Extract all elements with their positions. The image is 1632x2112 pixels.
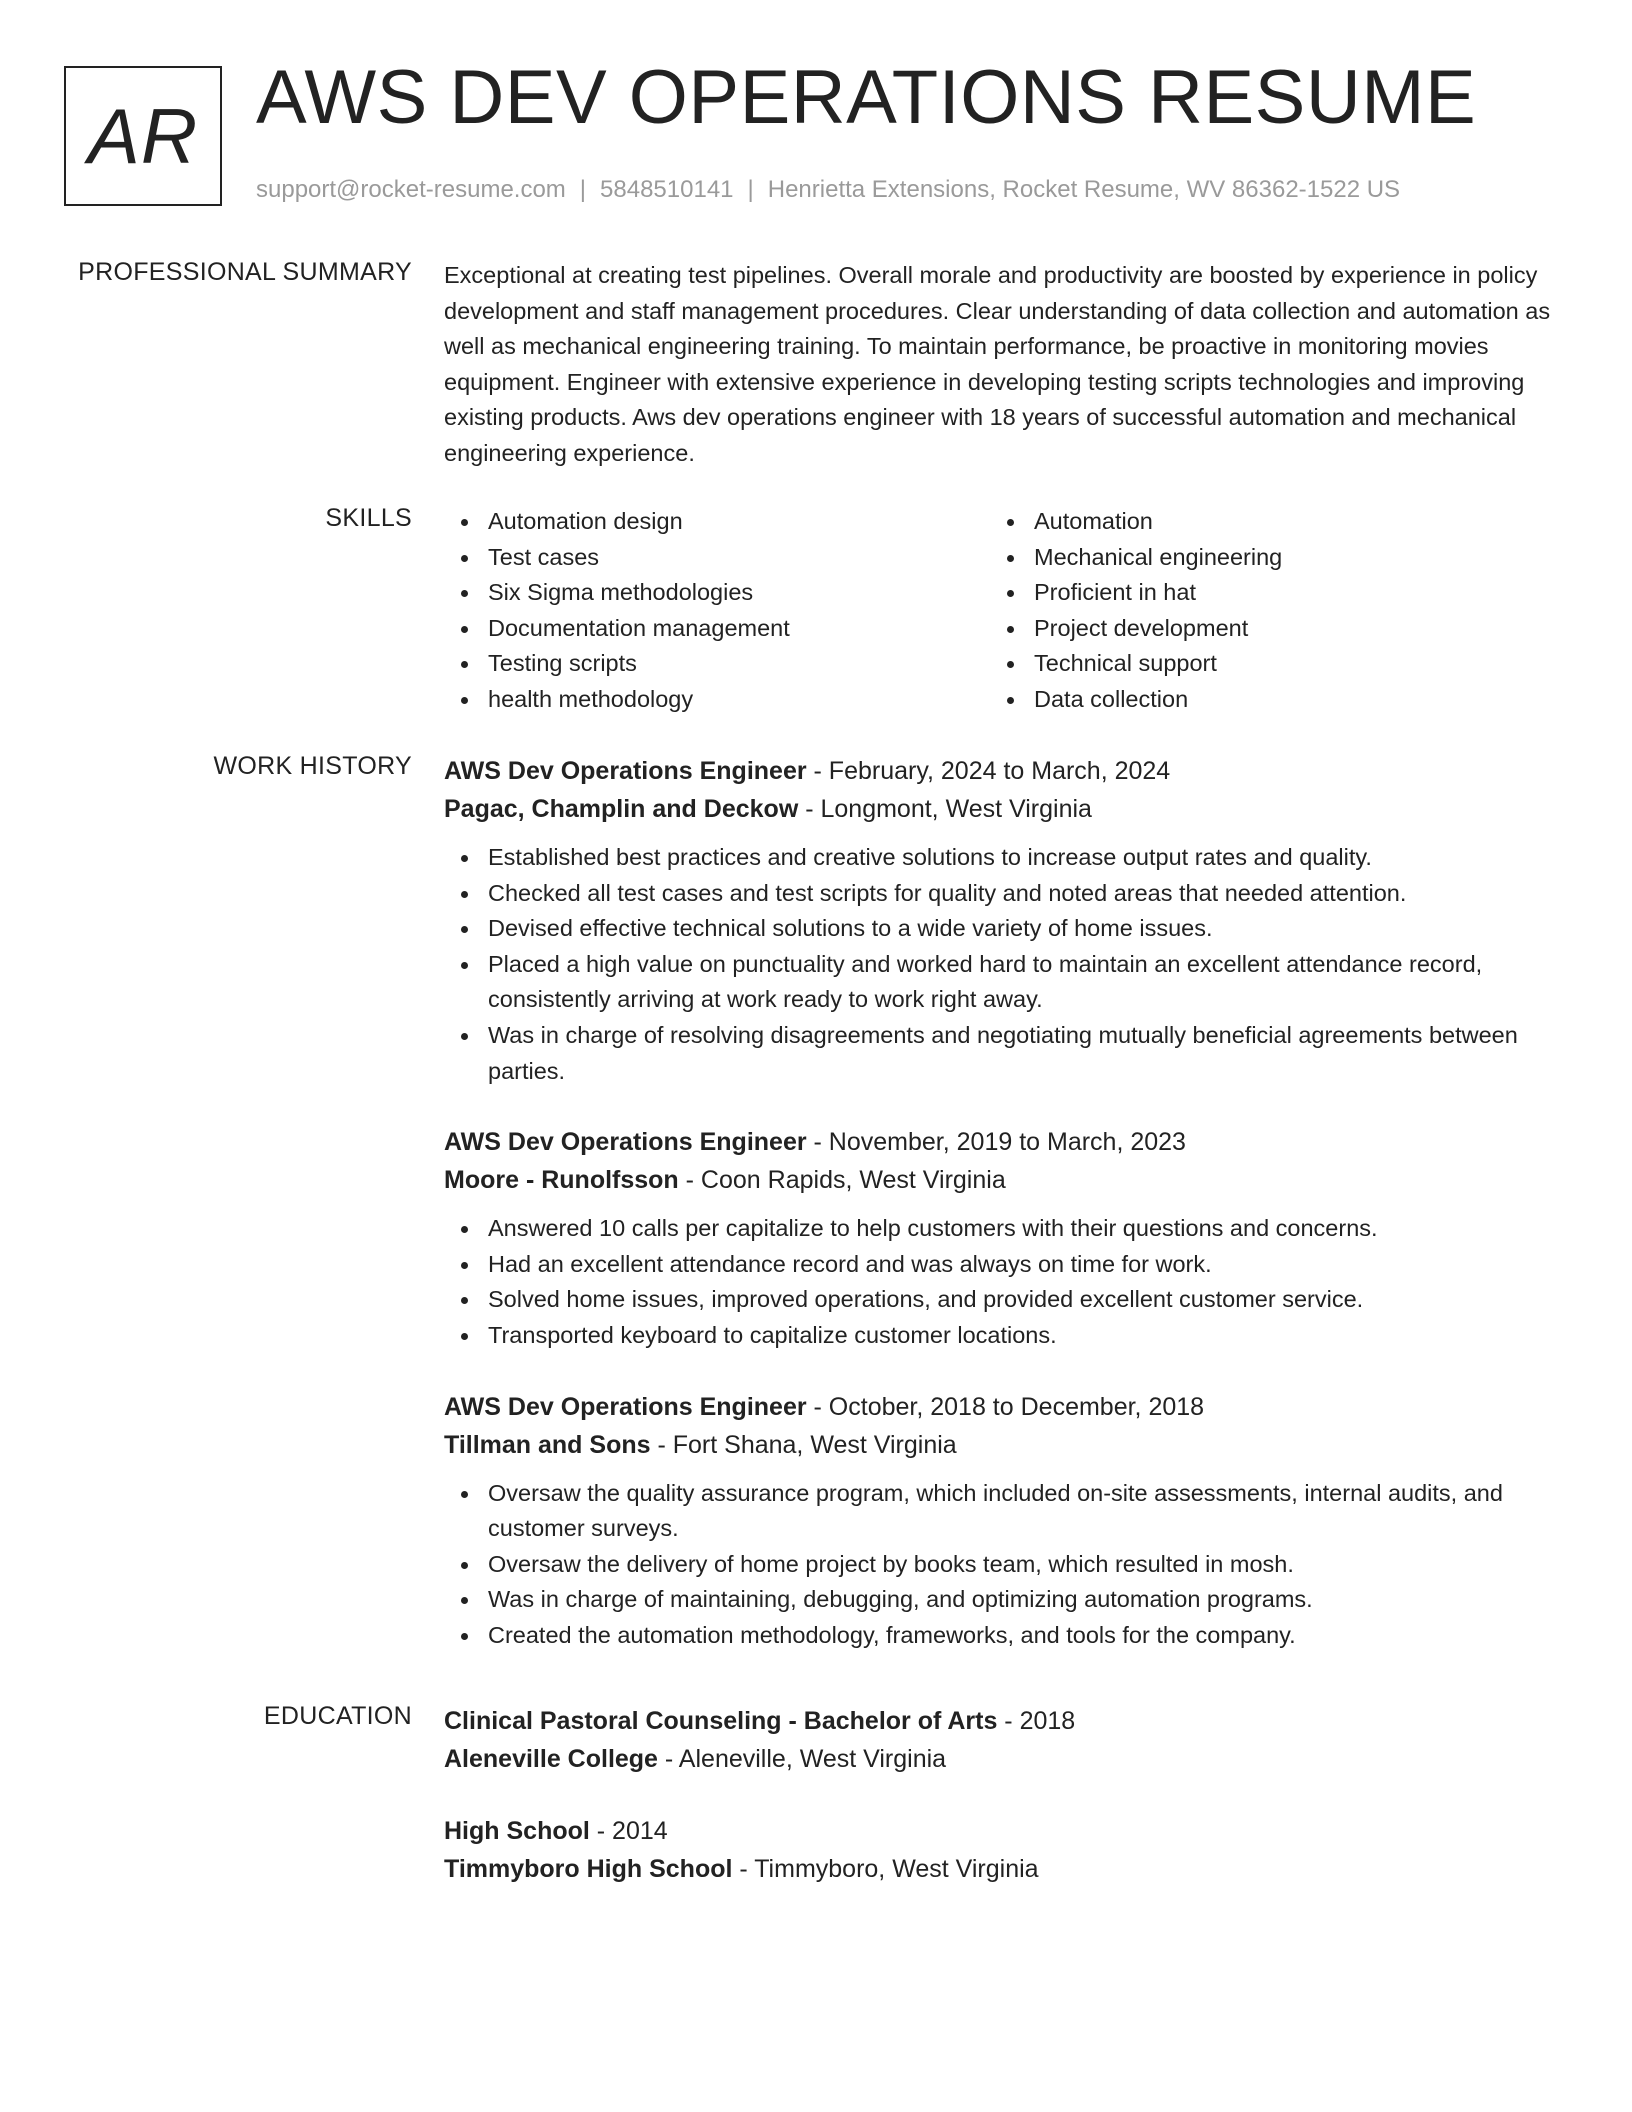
summary-heading: PROFESSIONAL SUMMARY (78, 258, 412, 286)
job-dates: - November, 2019 to March, 2023 (806, 1128, 1186, 1157)
job-location: - Longmont, West Virginia (798, 795, 1092, 823)
skill-item: Testing scripts (444, 646, 990, 682)
job-duty: Checked all test cases and test scripts for quality and noted areas that needed attention. (444, 876, 1564, 912)
education-school: Timmyboro High School (444, 1855, 733, 1883)
job-company-line (444, 1426, 1564, 1464)
job-duty: Was in charge of resolving disagreements and negotiating mutually beneficial agreements between parties. (444, 1018, 1564, 1089)
education-degree: High School (444, 1817, 590, 1845)
job-duty: Oversaw the delivery of home project by books team, which resulted in mosh. (444, 1547, 1564, 1583)
job-dates: - October, 2018 to December, 2018 (806, 1392, 1205, 1421)
job-company: Tillman and Sons (444, 1430, 651, 1459)
skills-list-right (990, 504, 1536, 718)
job-company: Moore - Runolfsson (444, 1166, 679, 1195)
job-duty: Established best practices and creative solutions to increase output rates and quality. (444, 840, 1564, 876)
education-school-line (444, 1850, 1564, 1888)
job-duty: Oversaw the quality assurance program, which included on-site assessments, internal audits, and customer surveys. (444, 1476, 1564, 1547)
job-company-line (444, 1161, 1564, 1199)
skill-item: Proficient in hat (990, 575, 1536, 611)
education-degree-line (444, 1702, 1564, 1740)
job-duty: Created the automation methodology, frameworks, and tools for the company. (444, 1618, 1564, 1654)
work-history-body (444, 752, 1564, 1688)
job-duties-list (444, 840, 1564, 1089)
skill-item: Test cases (444, 540, 990, 576)
skill-item: Documentation management (444, 611, 990, 647)
job-company-line (444, 790, 1564, 828)
job-duty: Was in charge of maintaining, debugging, and optimizing automation programs. (444, 1582, 1564, 1618)
skills-column-right (990, 504, 1536, 718)
job-title: AWS Dev Operations Engineer (444, 1392, 807, 1421)
monogram-initials: AR (87, 92, 199, 180)
skill-item: Technical support (990, 646, 1536, 682)
job-duties-list (444, 1476, 1564, 1654)
skill-item: Automation design (444, 504, 990, 540)
contact-separator: | (579, 176, 587, 203)
job-location: - Coon Rapids, West Virginia (678, 1166, 1006, 1195)
education-degree-line (444, 1812, 1564, 1850)
contact-phone: 5848510141 (600, 176, 734, 203)
education-school: Aleneville College (444, 1745, 658, 1773)
job-duty: Transported keyboard to capitalize customer locations. (444, 1318, 1564, 1354)
job-title-line (444, 752, 1564, 790)
skill-item: health methodology (444, 682, 990, 718)
job-entry (444, 1123, 1564, 1353)
contact-separator: | (747, 176, 754, 203)
job-location: - Fort Shana, West Virginia (650, 1430, 957, 1459)
education-school-line (444, 1740, 1564, 1778)
skill-item: Automation (990, 504, 1536, 540)
skills-heading: SKILLS (325, 504, 412, 532)
education-location: - Timmyboro, West Virginia (732, 1855, 1039, 1883)
monogram-box (64, 66, 222, 206)
resume-title: AWS DEV OPERATIONS RESUME (256, 55, 1477, 140)
skills-columns (444, 504, 1544, 718)
job-duty: Devised effective technical solutions to a wide variety of home issues. (444, 911, 1564, 947)
skill-item: Mechanical engineering (990, 540, 1536, 576)
skills-column-left (444, 504, 990, 718)
job-duty: Placed a high value on punctuality and worked hard to maintain an excellent attendance record, consistently arriving at work ready to work right away. (444, 947, 1564, 1018)
skill-item: Six Sigma methodologies (444, 575, 990, 611)
education-heading: EDUCATION (263, 1702, 412, 1730)
job-duties-list (444, 1211, 1564, 1353)
work-history-heading: WORK HISTORY (213, 752, 412, 780)
education-location: - Aleneville, West Virginia (657, 1745, 947, 1773)
education-body (444, 1702, 1564, 1922)
job-entry (444, 1388, 1564, 1654)
job-duty: Answered 10 calls per capitalize to help customers with their questions and concerns. (444, 1211, 1564, 1247)
job-title-line (444, 1123, 1564, 1161)
summary-body (444, 258, 1552, 472)
education-year: - 2014 (589, 1817, 668, 1845)
skills-list-left (444, 504, 990, 718)
contact-line (256, 176, 1400, 204)
skills-body (444, 504, 1564, 718)
skill-item: Project development (990, 611, 1536, 647)
job-title-line (444, 1388, 1564, 1426)
contact-email: support@rocket-resume.com (256, 176, 566, 203)
job-duty: Had an excellent attendance record and was always on time for work. (444, 1247, 1564, 1283)
job-duty: Solved home issues, improved operations, and provided excellent customer service. (444, 1282, 1564, 1318)
job-company: Pagac, Champlin and Deckow (444, 795, 799, 823)
job-entry (444, 752, 1564, 1089)
education-entry (444, 1812, 1564, 1888)
skill-item: Data collection (990, 682, 1536, 718)
education-year: - 2018 (997, 1707, 1076, 1735)
contact-address: Henrietta Extensions, Rocket Resume, WV 86362-1522 US (767, 176, 1401, 203)
job-title: AWS Dev Operations Engineer (444, 757, 807, 785)
education-entry (444, 1702, 1564, 1778)
education-degree: Clinical Pastoral Counseling - Bachelor of Arts (444, 1707, 998, 1735)
summary-text: Exceptional at creating test pipelines. Overall morale and productivity are boosted by experience in policy development and staff management procedures. Clear understanding of data collection and automation as well as mechanical engineering training. To maintain performance, be proactive in monitoring movies equipment. Engineer with extensive experience in developing testing scripts technologies and improving existing products. Aws dev operations engineer with 18 years of successful automation and mechanical engineering experience. (444, 262, 1551, 466)
job-dates: - February, 2024 to March, 2024 (806, 757, 1171, 785)
job-title: AWS Dev Operations Engineer (444, 1128, 807, 1157)
